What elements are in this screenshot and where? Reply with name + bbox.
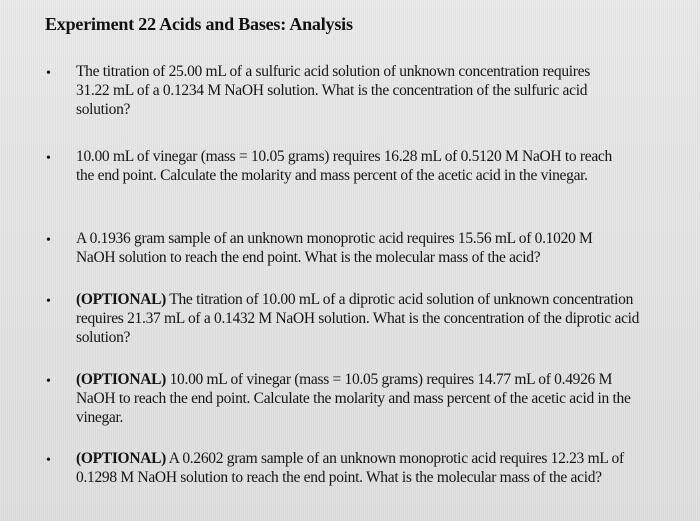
question-text	[76, 290, 646, 347]
bullet-icon: •	[46, 374, 51, 389]
question-body: A 0.1936 gram sample of an unknown monoprotic acid requires 15.56 mL of 0.1020 M NaOH solution to reach the end point. What is the molecular mass of the acid?	[76, 230, 593, 266]
question-text	[76, 449, 636, 487]
question-text	[76, 62, 626, 119]
bullet-icon: •	[46, 66, 51, 81]
bullet-icon: •	[46, 233, 51, 248]
bullet-icon: •	[46, 294, 51, 309]
question-body: 10.00 mL of vinegar (mass = 10.05 grams) requires 16.28 mL of 0.5120 M NaOH to reach the end point. Calculate the molarity and mass percent of the acetic acid in the vinegar.	[76, 148, 612, 184]
question-text	[76, 370, 646, 427]
question-body: A 0.2602 gram sample of an unknown monoprotic acid requires 12.23 mL of 0.1298 M NaOH solution to reach the end point. What is the molecular mass of the acid?	[76, 450, 624, 486]
question-body: 10.00 mL of vinegar (mass = 10.05 grams) requires 14.77 mL of 0.4926 M NaOH to reach the end point. Calculate the molarity and mass percent of the acetic acid in the vinegar.	[76, 371, 631, 426]
question-item-3	[46, 229, 631, 267]
optional-label: (OPTIONAL)	[76, 291, 167, 308]
bullet-icon: •	[46, 453, 51, 468]
question-item-1	[46, 62, 626, 119]
question-text	[76, 229, 631, 267]
bullet-icon: •	[46, 151, 51, 166]
question-body: The titration of 25.00 mL of a sulfuric acid solution of unknown concentration requires 31.22 mL of a 0.1234 M NaOH solution. What is the concentration of the sulfuric acid solution?	[76, 63, 590, 118]
question-body: The titration of 10.00 mL of a diprotic acid solution of unknown concentration requires 21.37 mL of a 0.1432 M NaOH solution. What is the concentration of the diprotic acid solution?	[76, 291, 640, 346]
optional-label: (OPTIONAL)	[76, 371, 167, 388]
question-item-4	[46, 290, 646, 347]
question-text	[76, 147, 621, 185]
page-title: Experiment 22 Acids and Bases: Analysis	[45, 14, 353, 34]
question-item-2	[46, 147, 621, 185]
question-item-6	[46, 449, 646, 487]
question-item-5	[46, 370, 646, 427]
optional-label: (OPTIONAL)	[76, 450, 167, 467]
